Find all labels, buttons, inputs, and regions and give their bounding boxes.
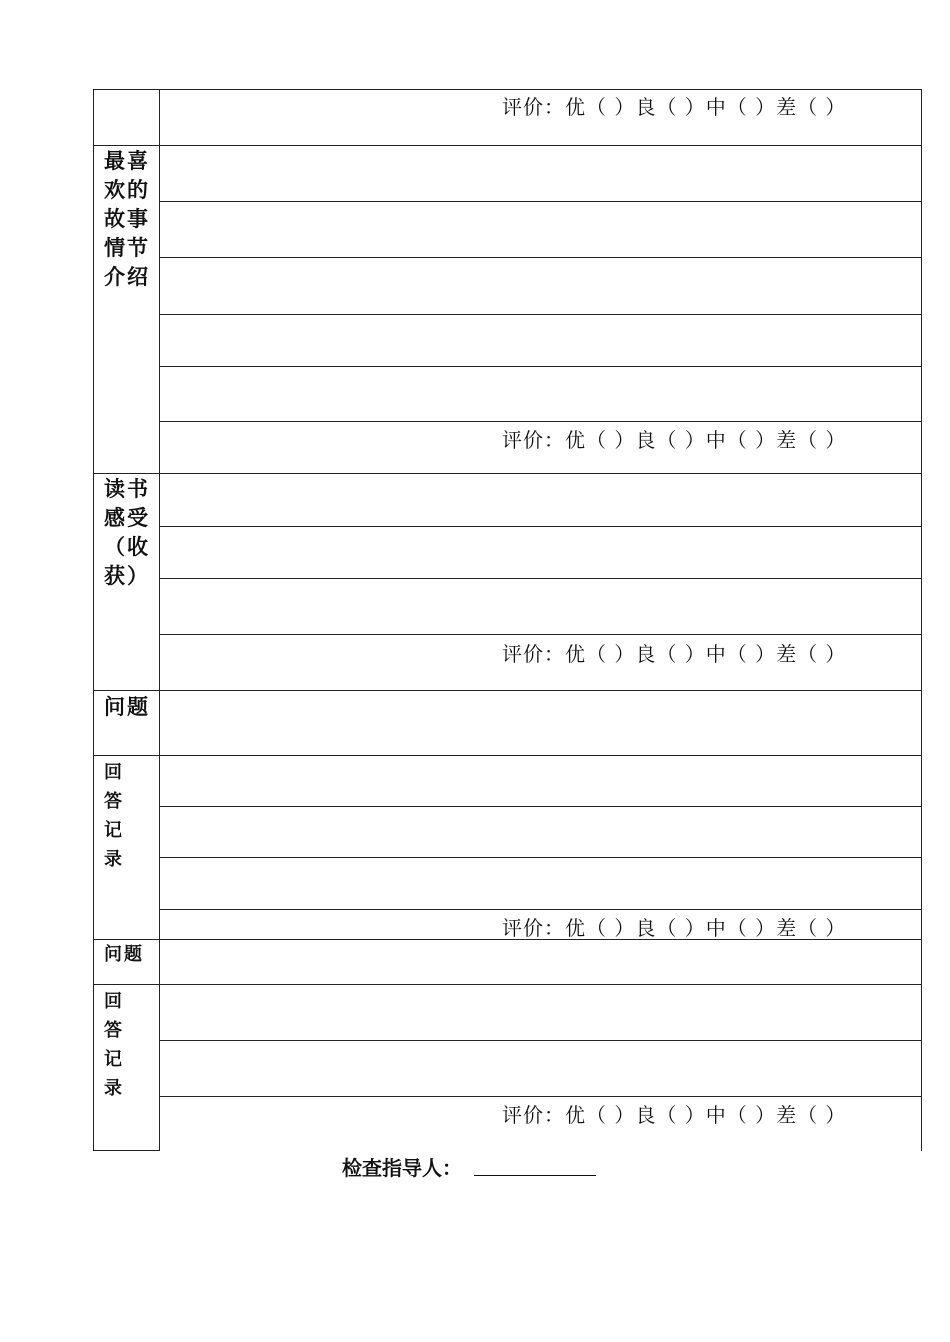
row-border: [93, 473, 922, 474]
row-border: [93, 145, 922, 146]
rating-text: 评价：优（ ）良（ ）中（ ）差（ ）: [502, 428, 847, 452]
row-border: [93, 690, 922, 691]
writing-line: [159, 1040, 922, 1041]
question-label: 问题: [104, 944, 144, 965]
row-border: [93, 755, 922, 756]
writing-line: [159, 1096, 922, 1097]
table-label-divider: [159, 89, 160, 1151]
writing-line: [159, 806, 922, 807]
row-border: [93, 89, 922, 90]
writing-line: [159, 526, 922, 527]
table-bottom-border: [93, 1150, 160, 1151]
signature-line[interactable]: [474, 1175, 596, 1176]
writing-line: [159, 314, 922, 315]
writing-line: [159, 909, 922, 910]
writing-line: [159, 257, 922, 258]
writing-line: [159, 421, 922, 422]
answer-record-label: 回 答 记 录: [104, 762, 124, 870]
favorite-plot-label: 最喜 欢的 故事 情节 介绍: [104, 149, 150, 289]
rating-text: 评价：优（ ）良（ ）中（ ）差（ ）: [502, 916, 847, 940]
answer-record-label: 回 答 记 录: [104, 991, 124, 1099]
table-right-border: [921, 89, 922, 1151]
rating-text: 评价：优（ ）良（ ）中（ ）差（ ）: [502, 642, 847, 666]
row-border: [93, 984, 922, 985]
writing-line: [159, 857, 922, 858]
writing-line: [159, 578, 922, 579]
rating-text: 评价：优（ ）良（ ）中（ ）差（ ）: [502, 1103, 847, 1127]
writing-line: [159, 366, 922, 367]
question-label: 问题: [104, 695, 150, 719]
writing-line: [159, 201, 922, 202]
inspector-signature-label: 检查指导人：: [342, 1156, 462, 1180]
reading-feelings-label: 读书 感受 （收 获）: [104, 477, 150, 588]
writing-line: [159, 634, 922, 635]
rating-text: 评价：优（ ）良（ ）中（ ）差（ ）: [502, 95, 847, 119]
table-left-border: [93, 89, 94, 1151]
